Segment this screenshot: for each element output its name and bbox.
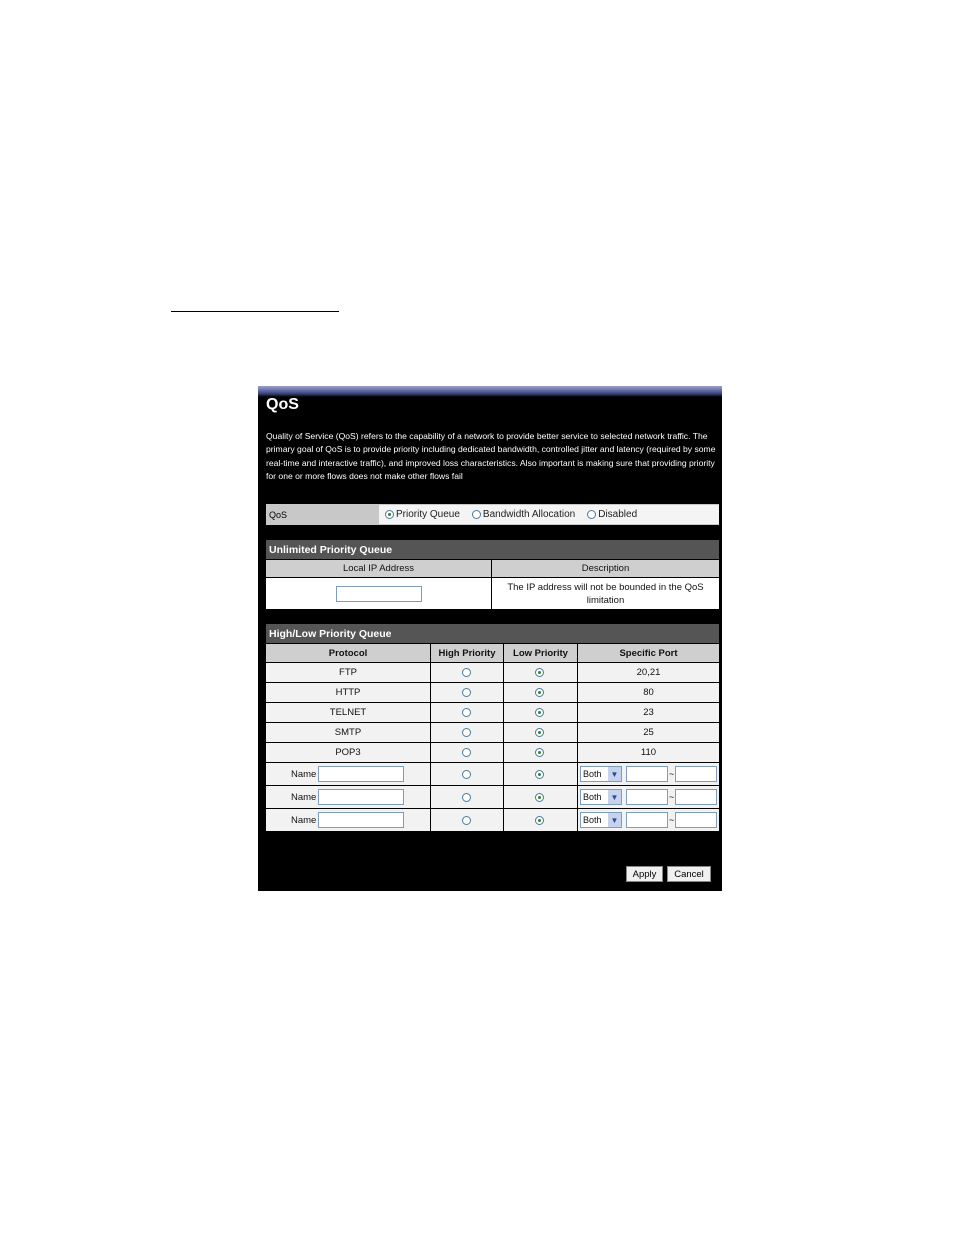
port-range-separator: ~ [669, 815, 675, 825]
radio-button-icon[interactable] [462, 668, 471, 677]
custom-name-input[interactable] [318, 812, 404, 828]
page-description: Quality of Service (QoS) refers to the capability of a network to provide better service to selected network traffic. The primary goal of QoS is to provide priority including dedicated bandwidth, controlled jitter and latency (required by some real-time and interactive traffic), and improved loss characteristics. Also important is making sure that providing priority for one or more flows does not make other flows fail [266, 431, 716, 482]
high-priority-cell [431, 809, 503, 831]
low-priority-cell [504, 809, 577, 831]
radio-button-icon[interactable] [535, 816, 544, 825]
custom-port-cell [578, 809, 719, 831]
protocol-name: HTTP [266, 683, 430, 702]
radio-button-icon[interactable] [462, 728, 471, 737]
specific-port: 23 [578, 703, 719, 722]
radio-button-icon[interactable] [462, 708, 471, 717]
high-priority-cell [431, 663, 503, 682]
qos-option-bandwidth-allocation[interactable] [472, 509, 575, 520]
port-type-select[interactable] [580, 766, 622, 782]
unlimited-priority-queue-heading: Unlimited Priority Queue [266, 540, 719, 559]
name-label: Name [291, 814, 317, 826]
radio-button-icon[interactable] [385, 510, 394, 519]
qos-option-label: Priority Queue [396, 509, 460, 520]
low-priority-cell [504, 763, 577, 785]
radio-button-icon[interactable] [462, 770, 471, 779]
local-ip-cell [266, 578, 491, 609]
custom-port-cell [578, 763, 719, 785]
specific-port: 20,21 [578, 663, 719, 682]
port-type-value: Both [583, 815, 602, 825]
chevron-down-icon[interactable]: ▼ [608, 790, 621, 804]
port-range-separator: ~ [669, 769, 675, 779]
custom-name-input[interactable] [318, 789, 404, 805]
radio-button-icon[interactable] [535, 793, 544, 802]
custom-name-input[interactable] [318, 766, 404, 782]
name-label: Name [291, 791, 317, 803]
high-low-priority-queue-heading: High/Low Priority Queue [266, 624, 719, 643]
port-type-value: Both [583, 769, 602, 779]
custom-name-cell [266, 786, 430, 808]
radio-button-icon[interactable] [462, 748, 471, 757]
radio-button-icon[interactable] [535, 748, 544, 757]
radio-button-icon[interactable] [472, 510, 481, 519]
column-header-description: Description [492, 560, 719, 577]
protocol-name: FTP [266, 663, 430, 682]
protocol-name: POP3 [266, 743, 430, 762]
custom-name-cell [266, 809, 430, 831]
port-from-input[interactable] [626, 812, 668, 828]
high-priority-cell [431, 683, 503, 702]
column-header-low-priority: Low Priority [504, 644, 577, 662]
port-to-input[interactable] [675, 789, 717, 805]
cancel-button[interactable]: Cancel [667, 866, 711, 882]
high-priority-cell [431, 763, 503, 785]
qos-option-disabled[interactable] [587, 509, 637, 520]
protocol-name: TELNET [266, 703, 430, 722]
high-priority-cell [431, 743, 503, 762]
specific-port: 80 [578, 683, 719, 702]
radio-button-icon[interactable] [462, 793, 471, 802]
high-priority-cell [431, 703, 503, 722]
port-from-input[interactable] [626, 766, 668, 782]
radio-button-icon[interactable] [462, 688, 471, 697]
radio-button-icon[interactable] [535, 668, 544, 677]
radio-button-icon[interactable] [535, 728, 544, 737]
radio-button-icon[interactable] [535, 708, 544, 717]
low-priority-cell [504, 743, 577, 762]
qos-option-priority-queue[interactable] [385, 509, 460, 520]
port-type-select[interactable] [580, 789, 622, 805]
port-range-separator: ~ [669, 792, 675, 802]
name-label: Name [291, 768, 317, 780]
column-header-local-ip: Local IP Address [266, 560, 491, 577]
radio-button-icon[interactable] [587, 510, 596, 519]
chevron-down-icon[interactable]: ▼ [608, 767, 621, 781]
qos-option-label: Disabled [598, 509, 638, 520]
local-ip-input[interactable] [336, 586, 422, 602]
radio-button-icon[interactable] [535, 770, 544, 779]
specific-port: 25 [578, 723, 719, 742]
chevron-down-icon[interactable]: ▼ [608, 813, 621, 827]
apply-button[interactable]: Apply [626, 866, 663, 882]
port-type-value: Both [583, 792, 602, 802]
custom-name-cell [266, 763, 430, 785]
high-priority-cell [431, 786, 503, 808]
page-title: QoS [266, 396, 299, 413]
custom-port-cell [578, 786, 719, 808]
high-priority-cell [431, 723, 503, 742]
unlimited-description: The IP address will not be bounded in the QoS limitation [492, 578, 719, 609]
protocol-name: SMTP [266, 723, 430, 742]
low-priority-cell [504, 683, 577, 702]
specific-port: 110 [578, 743, 719, 762]
port-from-input[interactable] [626, 789, 668, 805]
port-type-select[interactable] [580, 812, 622, 828]
radio-button-icon[interactable] [535, 688, 544, 697]
column-header-protocol: Protocol [266, 644, 430, 662]
radio-button-icon[interactable] [462, 816, 471, 825]
column-header-specific-port: Specific Port [578, 644, 719, 662]
low-priority-cell [504, 663, 577, 682]
port-to-input[interactable] [675, 812, 717, 828]
panel-top-bar [258, 386, 722, 397]
low-priority-cell [504, 703, 577, 722]
column-header-high-priority: High Priority [431, 644, 503, 662]
qos-mode-row [266, 504, 719, 525]
low-priority-cell [504, 786, 577, 808]
low-priority-cell [504, 723, 577, 742]
qos-option-label: Bandwidth Allocation [482, 509, 576, 520]
qos-label: QoS [266, 504, 378, 525]
qos-mode-options [379, 505, 719, 524]
port-to-input[interactable] [675, 766, 717, 782]
document-heading-underline [171, 311, 339, 312]
qos-settings-panel [258, 386, 722, 891]
